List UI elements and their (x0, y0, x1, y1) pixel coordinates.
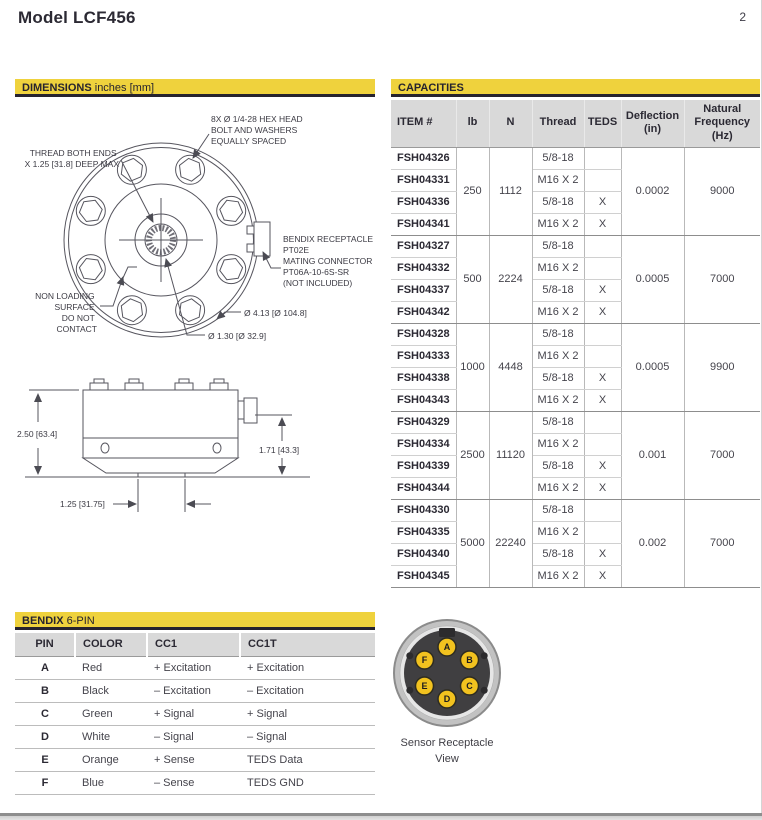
teds-flag (584, 323, 621, 345)
thread-value: M16 X 2 (532, 169, 584, 191)
page-number: 2 (739, 10, 746, 24)
wire-color: Blue (75, 771, 147, 794)
top-bolt-heads (90, 379, 228, 390)
pin-letter: B (15, 679, 75, 702)
pin-letter: D (15, 725, 75, 748)
frequency-value: 9900 (684, 323, 760, 411)
receptacle-pin-letter: B (466, 655, 473, 666)
pin-letter: A (15, 656, 75, 679)
item-number: FSH04337 (391, 279, 456, 301)
sensor-receptacle-diagram (390, 616, 505, 731)
receptacle-caption: Sensor Receptacle View (400, 737, 494, 765)
frequency-value: 7000 (684, 235, 760, 323)
cc1t-function: TEDS Data (240, 748, 375, 771)
frequency-value: 9000 (684, 147, 760, 235)
cc1t-function: – Excitation (240, 679, 375, 702)
thread-value: M16 X 2 (532, 257, 584, 279)
teds-flag: X (584, 367, 621, 389)
item-number: FSH04342 (391, 301, 456, 323)
bolt-note-label: 8X Ø 1/4-28 HEX HEAD BOLT AND WASHERS EQUALLY SPACED (211, 114, 303, 146)
teds-flag: X (584, 389, 621, 411)
teds-flag: X (584, 543, 621, 565)
cc1t-function: + Signal (240, 702, 375, 725)
capacity-lb: 2500 (456, 411, 489, 499)
bendix-row (15, 725, 375, 748)
dimensions-header-title: DIMENSIONS (22, 82, 92, 94)
column-header-item: ITEM # (391, 100, 456, 147)
item-number: FSH04327 (391, 235, 456, 257)
base-width-dim-label: 1.25 [31.75] (60, 499, 105, 509)
dimensions-section-header (15, 79, 375, 97)
teds-flag (584, 235, 621, 257)
column-header-frequency: Natural Frequency (Hz) (684, 100, 760, 147)
bendix-header-row (15, 633, 375, 656)
bendix-table (15, 633, 375, 795)
item-number: FSH04338 (391, 367, 456, 389)
teds-flag (584, 499, 621, 521)
teds-flag (584, 147, 621, 169)
thread-value: 5/8-18 (532, 367, 584, 389)
capacity-n: 11120 (489, 411, 532, 499)
capacities-section-header (391, 79, 760, 97)
teds-flag (584, 169, 621, 191)
thread-value: 5/8-18 (532, 191, 584, 213)
cc1-function: + Sense (147, 748, 240, 771)
column-header-deflection: Deflection (in) (621, 100, 684, 147)
teds-flag (584, 257, 621, 279)
item-number: FSH04344 (391, 477, 456, 499)
dimensions-header-subtitle: inches [mm] (94, 82, 155, 94)
item-number: FSH04333 (391, 345, 456, 367)
connector-height-dim-label: 1.71 [43.3] (259, 445, 300, 455)
cc1-function: + Excitation (147, 656, 240, 679)
bendix-header-subtitle: 6-PIN (66, 615, 95, 627)
deflection-value: 0.002 (621, 499, 684, 587)
cc1t-function: – Signal (240, 725, 375, 748)
thread-value: 5/8-18 (532, 279, 584, 301)
capacities-header-row (391, 100, 760, 147)
receptacle-pin-letter: D (443, 694, 451, 705)
thread-value: M16 X 2 (532, 565, 584, 587)
deflection-value: 0.0002 (621, 147, 684, 235)
capacity-row (391, 411, 760, 433)
wire-color: Red (75, 656, 147, 679)
item-number: FSH04332 (391, 257, 456, 279)
bendix-row (15, 679, 375, 702)
teds-flag: X (584, 213, 621, 235)
column-header-thread: Thread (532, 100, 584, 147)
wire-color: White (75, 725, 147, 748)
column-header-teds: TEDS (584, 100, 621, 147)
capacity-lb: 500 (456, 235, 489, 323)
thread-value: 5/8-18 (532, 543, 584, 565)
dimensions-drawing (15, 100, 375, 605)
capacity-row (391, 499, 760, 521)
receptacle-note-label: BENDIX RECEPTACLE PT02E MATING CONNECTOR PT06A-10-6S-SR (NOT INCLUDED) (283, 234, 374, 288)
item-number: FSH04345 (391, 565, 456, 587)
teds-flag: X (584, 191, 621, 213)
item-number: FSH04331 (391, 169, 456, 191)
receptacle-pin-letter: A (443, 642, 451, 653)
page-bottom-edge (0, 813, 762, 820)
item-number: FSH04340 (391, 543, 456, 565)
thread-value: M16 X 2 (532, 213, 584, 235)
thread-value: M16 X 2 (532, 301, 584, 323)
teds-flag: X (584, 301, 621, 323)
outer-diameter-label: Ø 4.13 [Ø 104.8] (244, 308, 307, 318)
wire-color: Green (75, 702, 147, 725)
loadcell-body-side (83, 390, 238, 438)
column-header-color: COLOR (75, 633, 147, 656)
bendix-row (15, 702, 375, 725)
teds-flag (584, 433, 621, 455)
item-number: FSH04334 (391, 433, 456, 455)
wire-color: Orange (75, 748, 147, 771)
teds-flag (584, 345, 621, 367)
item-number: FSH04341 (391, 213, 456, 235)
teds-flag: X (584, 455, 621, 477)
wire-color: Black (75, 679, 147, 702)
item-number: FSH04343 (391, 389, 456, 411)
cc1-function: – Sense (147, 771, 240, 794)
cc1-function: – Excitation (147, 679, 240, 702)
column-header-cc1t: CC1T (240, 633, 375, 656)
teds-flag (584, 521, 621, 543)
teds-flag (584, 411, 621, 433)
bendix-section-header (15, 612, 375, 630)
cc1-function: + Signal (147, 702, 240, 725)
thread-value: 5/8-18 (532, 235, 584, 257)
surface-mark (123, 267, 137, 278)
capacity-n: 1112 (489, 147, 532, 235)
thread-value: 5/8-18 (532, 411, 584, 433)
capacity-n: 22240 (489, 499, 532, 587)
capacity-n: 2224 (489, 235, 532, 323)
item-number: FSH04335 (391, 521, 456, 543)
thread-value: M16 X 2 (532, 521, 584, 543)
item-number: FSH04336 (391, 191, 456, 213)
thread-value: M16 X 2 (532, 433, 584, 455)
item-number: FSH04328 (391, 323, 456, 345)
pin-letter: E (15, 748, 75, 771)
height-dim-label: 2.50 [63.4] (17, 429, 58, 439)
capacity-n: 4448 (489, 323, 532, 411)
cc1-function: – Signal (147, 725, 240, 748)
thread-value: 5/8-18 (532, 147, 584, 169)
page-title: Model LCF456 (18, 8, 136, 27)
thread-note-label: THREAD BOTH ENDS X 1.25 [31.8] DEEP MAX (24, 148, 119, 169)
bendix-header-title: BENDIX (22, 615, 64, 627)
capacity-row (391, 147, 760, 169)
frequency-value: 7000 (684, 499, 760, 587)
receptacle-pin-letter: C (466, 681, 473, 692)
capacity-lb: 5000 (456, 499, 489, 587)
center-diameter-label: Ø 1.30 [Ø 32.9] (208, 331, 267, 341)
teds-flag: X (584, 477, 621, 499)
receptacle-pin-letter: E (421, 681, 428, 692)
capacity-row (391, 323, 760, 345)
capacities-table (391, 100, 760, 588)
frequency-value: 7000 (684, 411, 760, 499)
thread-value: M16 X 2 (532, 345, 584, 367)
column-header-lb: lb (456, 100, 489, 147)
thread-value: 5/8-18 (532, 323, 584, 345)
bendix-row (15, 771, 375, 794)
receptacle-connector (247, 226, 254, 234)
teds-flag: X (584, 565, 621, 587)
cc1t-function: TEDS GND (240, 771, 375, 794)
capacity-lb: 1000 (456, 323, 489, 411)
bendix-row (15, 748, 375, 771)
cc1t-function: + Excitation (240, 656, 375, 679)
column-header-cc1: CC1 (147, 633, 240, 656)
deflection-value: 0.0005 (621, 235, 684, 323)
capacity-lb: 250 (456, 147, 489, 235)
thread-value: 5/8-18 (532, 499, 584, 521)
pin-letter: F (15, 771, 75, 794)
capacities-header-title: CAPACITIES (398, 82, 464, 94)
bendix-row (15, 656, 375, 679)
thread-value: 5/8-18 (532, 455, 584, 477)
teds-flag: X (584, 279, 621, 301)
deflection-value: 0.0005 (621, 323, 684, 411)
item-number: FSH04330 (391, 499, 456, 521)
pin-letter: C (15, 702, 75, 725)
receptacle-pin-letter: F (421, 655, 428, 666)
thread-value: M16 X 2 (532, 477, 584, 499)
receptacle-key-notch (439, 628, 455, 637)
item-number: FSH04339 (391, 455, 456, 477)
deflection-value: 0.001 (621, 411, 684, 499)
non-loading-note-label: NON LOADING SURFACE DO NOT CONTACT (35, 291, 97, 334)
column-header-pin: PIN (15, 633, 75, 656)
item-number: FSH04326 (391, 147, 456, 169)
column-header-n: N (489, 100, 532, 147)
thread-value: M16 X 2 (532, 389, 584, 411)
capacity-row (391, 235, 760, 257)
item-number: FSH04329 (391, 411, 456, 433)
